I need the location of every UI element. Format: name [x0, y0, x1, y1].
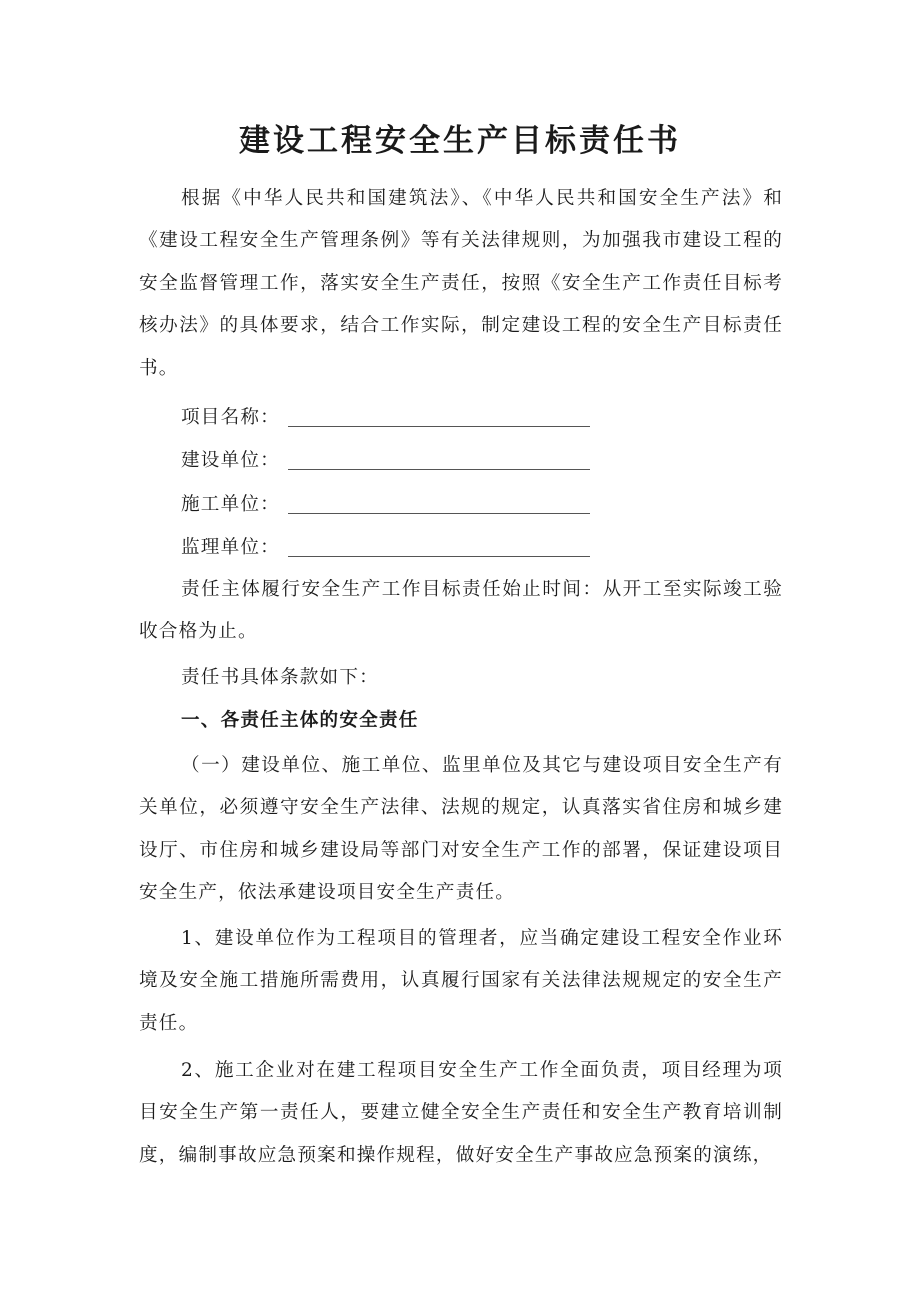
document-title: 建设工程安全生产目标责任书: [239, 123, 681, 159]
project-name-blank-line: [288, 426, 590, 427]
project-name-field[interactable]: [181, 398, 287, 438]
section1-heading: 一、各责任主体的安全责任: [181, 710, 419, 731]
contractor-unit-blank-line: [288, 513, 590, 514]
supervision-unit-blank-line: [288, 556, 590, 557]
item1-paragraph: 1、建设单位作为工程项目的管理者，应当确定建设工程安全作业环境及安全施工措施所需费用，认真履行国家有关法律法规规定的安全生产责任。: [139, 928, 783, 1034]
contractor-unit-label: 施工单位：: [181, 494, 280, 515]
intro-paragraph: 根据《中华人民共和国建筑法》、《中华人民共和国安全生产法》和《建设工程安全生产管理条例》等有关法律规则，为加强我市建设工程的安全监督管理工作，落实安全生产责任，按照《安全生产工作责任目标考核办法》的具体要求，结合工作实际，制定建设工程的安全生产目标责任书。: [139, 188, 783, 379]
construction-unit-label: 建设单位：: [181, 450, 280, 471]
section1-sub1-paragraph: （一）建设单位、施工单位、监里单位及其它与建设项目安全生产有关单位，必须遵守安全生产法律、法规的规定，认真落实省住房和城乡建设厅、市住房和城乡建设局等部门对安全生产工作的部署，保证建设项目安全生产，依法承建设项目安全生产责任。: [139, 755, 783, 904]
period-paragraph: 责任主体履行安全生产工作目标责任始止时间：从开工至实际竣工验收合格为止。: [139, 579, 783, 643]
supervision-unit-label: 监理单位：: [181, 537, 280, 558]
clauses-intro: 责任书具体条款如下：: [181, 667, 379, 688]
contractor-unit-field[interactable]: [181, 485, 287, 525]
construction-unit-blank-line: [288, 469, 590, 470]
item2-paragraph: 2、施工企业对在建工程项目安全生产工作全面负责，项目经理为项目安全生产第一责任人，要建立健全安全生产责任和安全生产教育培训制度，编制事故应急预案和操作规程，做好安全生产事故应急预案的演练，: [139, 1060, 783, 1166]
supervision-unit-field[interactable]: [181, 528, 287, 568]
project-name-label: 项目名称：: [181, 407, 280, 428]
construction-unit-field[interactable]: [181, 441, 287, 481]
